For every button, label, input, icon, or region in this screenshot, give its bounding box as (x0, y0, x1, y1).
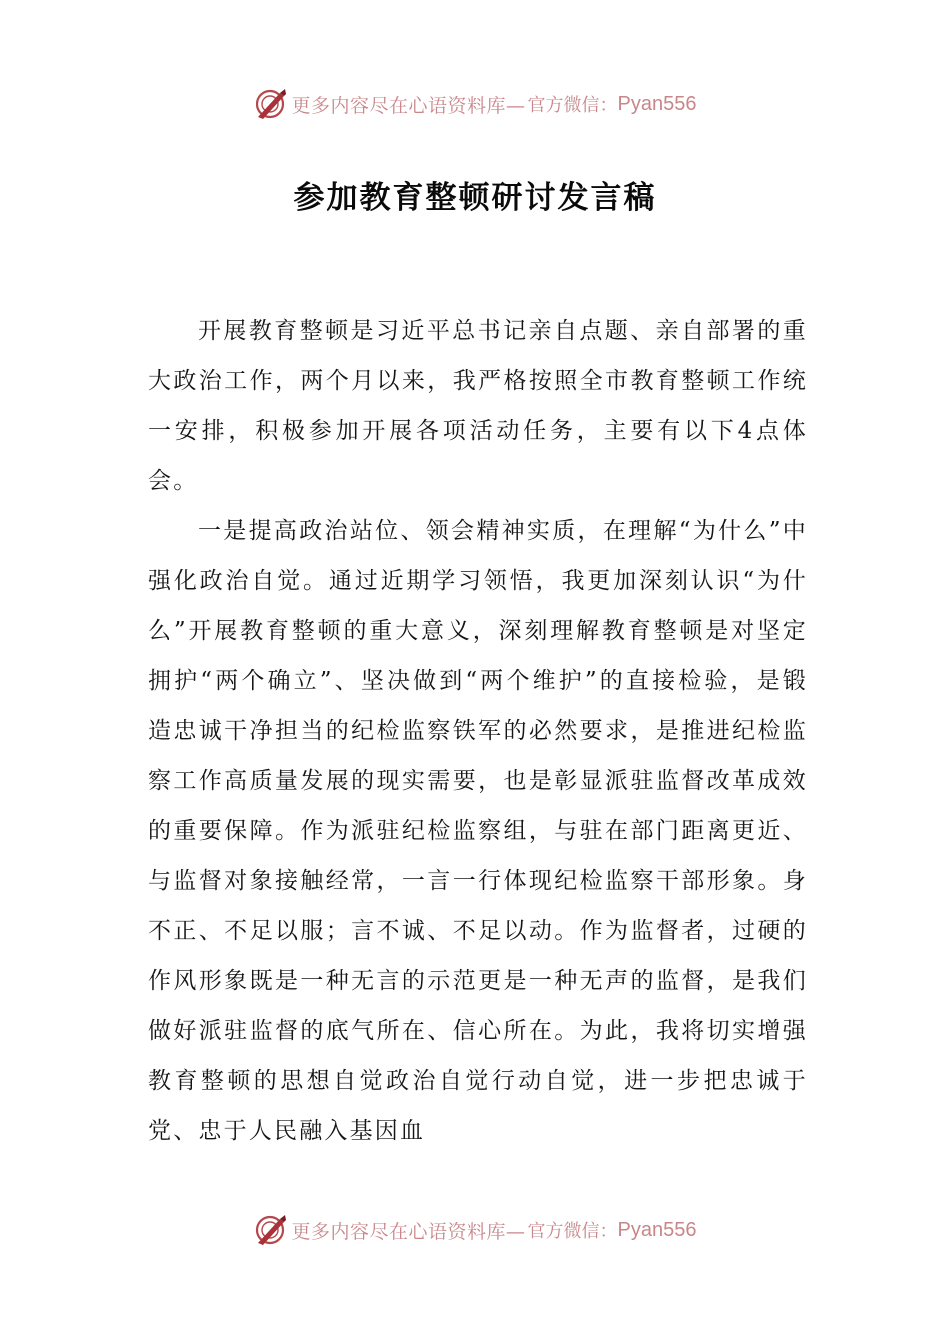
banner-wechat-label: 官方微信： (527, 1221, 618, 1242)
document-body (148, 306, 808, 1156)
pen-circle-icon (254, 1213, 288, 1247)
banner-wechat-id: Pyan556 (617, 92, 697, 115)
paragraph-point-one: 一是提高政治站位、领会精神实质，在理解“为什么”中强化政治自觉。通过近期学习领悟，我更加深刻认识“为什么”开展教育整顿的重大意义，深刻理解教育整顿是对坚定拥护“两个确立”、坚决做到“两个维护”的直接检验，是锻造忠诚干净担当的纪检监察铁军的必然要求，是推进纪检监察工作高质量发展的现实需要，也是彰显派驻监督改革成效的重要保障。作为派驻纪检监察组，与驻在部门距离更近、与监督对象接触经常，一言一行体现纪检监察干部形象。身不正、不足以服；言不诚、不足以动。作为监督者，过硬的作风形象既是一种无言的示范更是一种无声的监督，是我们做好派驻监督的底气所在、信心所在。为此，我将切实增强教育整顿的思想自觉政治自觉行动自觉，进一步把忠诚于党、忠于人民融入基因血 (148, 518, 808, 1144)
footer-watermark-banner (0, 1210, 950, 1250)
header-watermark-banner (0, 84, 950, 124)
banner-slogan: 更多内容尽在心语资料库— (291, 94, 526, 117)
banner-slogan: 更多内容尽在心语资料库— (291, 1220, 526, 1243)
document-title: 参加教育整顿研讨发言稿 (293, 180, 657, 216)
banner-wechat-label: 官方微信： (527, 95, 618, 116)
paragraph-intro: 开展教育整顿是习近平总书记亲自点题、亲自部署的重大政治工作，两个月以来，我严格按照全市教育整顿工作统一安排，积极参加开展各项活动任务，主要有以下4点体会。 (148, 318, 808, 494)
pen-circle-icon (254, 87, 288, 121)
banner-wechat-id: Pyan556 (617, 1218, 697, 1241)
